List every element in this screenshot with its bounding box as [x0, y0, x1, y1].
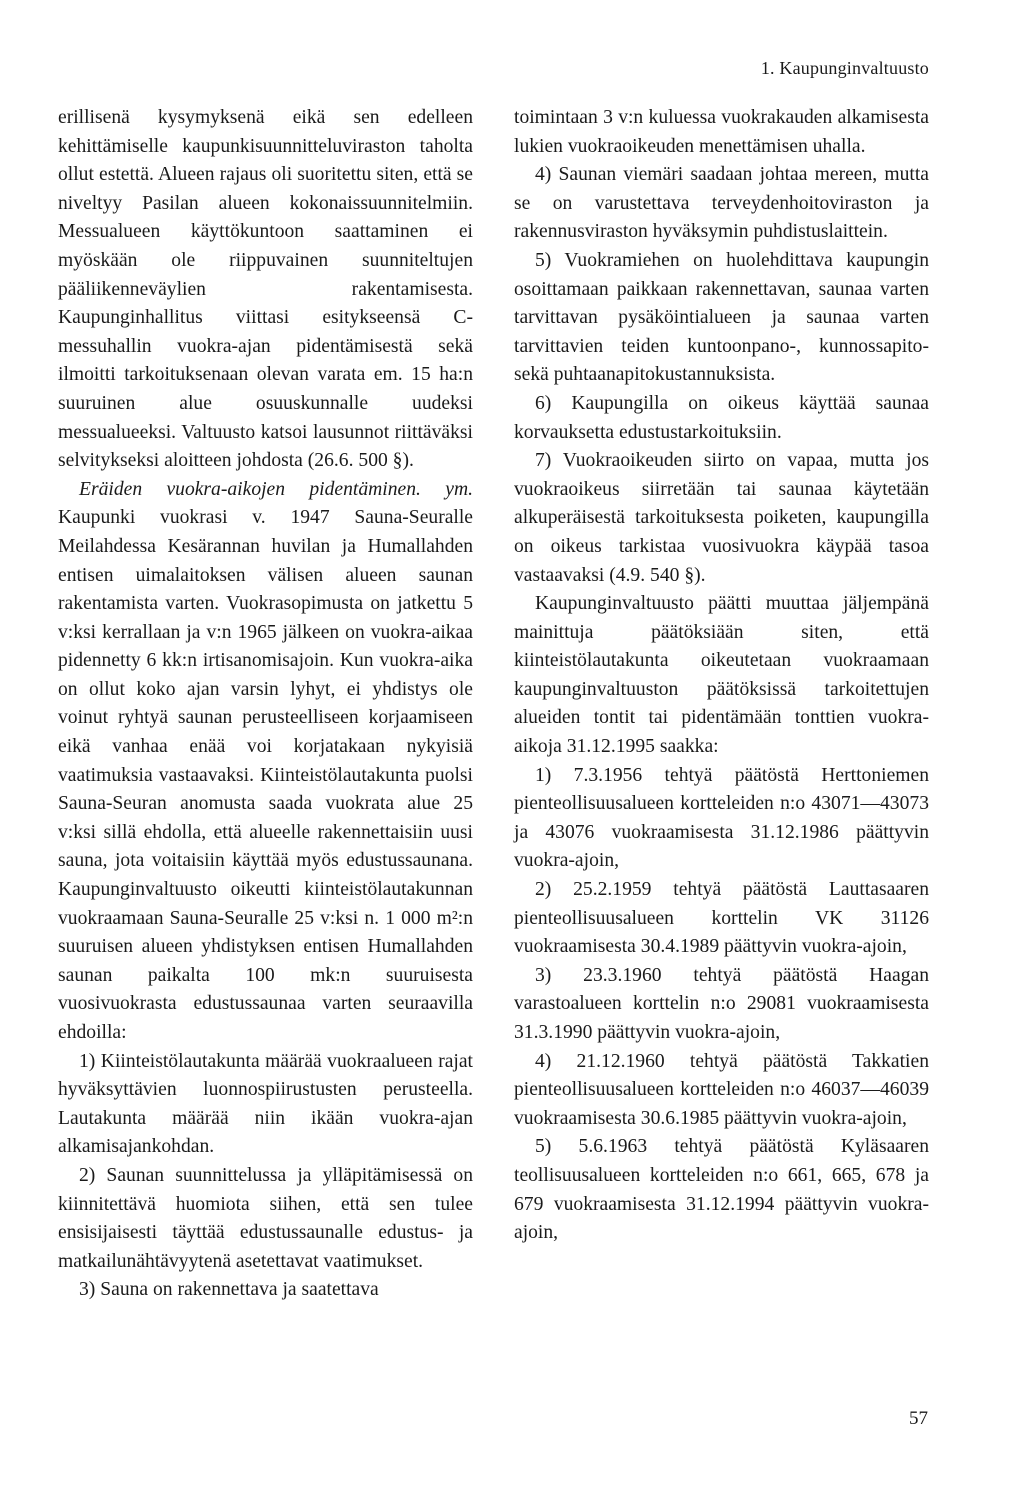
decision-intro: Kaupunginvaltuusto päätti muuttaa jäljempänä mainittuja päätöksiään siten, että kiinteistölautakunta oikeutetaan vuokraamaan kaupunginvaltuuston päätöksissä tarkoitettujen alueiden tontit tai pidentämään tonttien vuokra-aikoja 31.12.1995 saakka: [514, 593, 929, 758]
page-number: 57 [909, 1408, 928, 1429]
condition-7: 7) Vuokraoikeuden siirto on vapaa, mutta jos vuokraoikeus siirretään tai saunaa käytetään alkuperäisestä tarkoituksesta poiketen, kaupungilla on oikeus tarkistaa vuosivuokra käypää tasoa vastaavaksi (4.9. 540 §). [514, 450, 929, 586]
decision-4: 4) 21.12.1960 tehtyä päätöstä Takkatien pienteollisuusalueen kortteleiden n:o 46037—46039 vuokraamisesta 30.6.1985 päättyvin vuokra-ajoin, [514, 1050, 929, 1129]
condition-5: 5) Vuokramiehen on huolehdittava kaupungin osoittamaan paikkaan rakennettavan, saunaa varten tarvittavan pysäköintialueen ja saunaa varten tarvittavien teiden kuntoonpano-, kunnossapito- sekä puhtaanapitokustannuksista. [514, 249, 929, 386]
condition-6: 6) Kaupungilla on oikeus käyttää saunaa korvauksetta edustustarkoituksiin. [514, 392, 929, 443]
condition-1: 1) Kiinteistölautakunta määrää vuokraalueen rajat hyväksyttävien luonnospiirustusten perusteella. Lautakunta määrää niin ikään vuokra-ajan alkamisajankohdan. [58, 1050, 473, 1158]
condition-2: 2) Saunan suunnittelussa ja ylläpitämisessä on kiinnitettävä huomiota siihen, että sen tulee ensisijaisesti täyttää edustussaunalle edustus- ja matkailunähtävyytenä asetettavat vaatimukset. [58, 1164, 473, 1272]
decision-3: 3) 23.3.1960 tehtyä päätöstä Haagan varastoalueen korttelin n:o 29081 vuokraamisesta 31.3.1990 päättyvin vuokra-ajoin, [514, 964, 929, 1043]
left-column [58, 104, 473, 1305]
section-heading: Eräiden vuokra-aikojen pidentäminen. ym. [79, 478, 473, 500]
paragraph: erillisenä kysymyksenä eikä sen edelleen kehittämiselle kaupunkisuunnitteluviraston taholta ollut estettä. Alueen rajaus oli suoritettu siten, että se niveltyy Pasilan alueen kokonaissuunnitelmiin. Messualueen käyttökuntoon saattaminen ei myöskään ole riippuvainen suunniteltujen pääliikenneväylien rakentamisesta. Kaupunginhallitus viittasi esitykseensä C-messuhallin vuokra-ajan pidentämisestä sekä ilmoitti tarkoituksenaan olevan varata em. 15 ha:n suuruinen alue osuuskunnalle uudeksi messualueeksi. Valtuusto katsoi lausunnot riittäväksi selvitykseksi aloitteen johdosta (26.6. 500 §). [58, 107, 473, 472]
decision-5: 5) 5.6.1963 tehtyä päätöstä Kyläsaaren teollisuusalueen kortteleiden n:o 661, 665, 678 ja 679 vuokraamisesta 31.12.1994 päättyvin vuokra-ajoin, [514, 1136, 929, 1244]
running-head: 1. Kaupunginvaltuusto [760, 58, 929, 78]
section-paragraph [58, 476, 473, 1048]
decision-2: 2) 25.2.1959 tehtyä päätöstä Lauttasaaren pienteollisuusalueen korttelin VK 31126 vuokraamisesta 30.4.1989 päättyvin vuokra-ajoin, [514, 879, 929, 958]
condition-4: 4) Saunan viemäri saadaan johtaa mereen, mutta se on varustettava terveydenhoitoviraston ja rakennusviraston hyväksymin puhdistuslaittein. [514, 164, 929, 243]
section-body: Kaupunki vuokrasi v. 1947 Sauna-Seuralle Meilahdessa Kesärannan huvilan ja Humallahden entisen uimalaitoksen välisen alueen saunan rakentamista varten. Vuokrasopimusta on jatkettu 5 v:ksi kerrallaan ja v:n 1965 jälkeen on vuokra-aikaa pidennetty 6 kk:n irtisanomisajoin. Kun vuokra-aika on ollut koko ajan varsin lyhyt, ei yhdistys ole voinut ryhtyä saunan perusteelliseen korjaamiseen eikä vanhaa enää voi korjatakaan nykyisiä vaatimuksia vastaavaksi. Kiinteistölautakunta puolsi Sauna-Seuran anomusta saada vuokrata alue 25 v:ksi sillä ehdolla, että alueelle rakennettaisiin uusi sauna, jota voitaisiin käyttää myös edustussaunana. Kaupunginvaltuusto oikeutti kiinteistölautakunnan vuokraamaan Sauna-Seuralle 25 v:ksi n. 1 000 m²:n suuruisen alueen yhdistyksen entisen Humallahden saunan paikalta 100 mk:n suuruisesta vuosivuokrasta edustussaunaa varten seuraavilla ehdoilla: [58, 507, 473, 1043]
decision-1: 1) 7.3.1956 tehtyä päätöstä Herttoniemen pienteollisuusalueen kortteleiden n:o 43071—43073 ja 43076 vuokraamisesta 31.12.1986 päättyvin vuokra-ajoin, [514, 764, 929, 872]
right-column [514, 104, 929, 1248]
condition-3: 3) Sauna on rakennettava ja saatettava [79, 1279, 379, 1301]
condition-3-continued: toimintaan 3 v:n kuluessa vuokrakauden alkamisesta lukien vuokraoikeuden menettämisen uhalla. [514, 107, 929, 157]
